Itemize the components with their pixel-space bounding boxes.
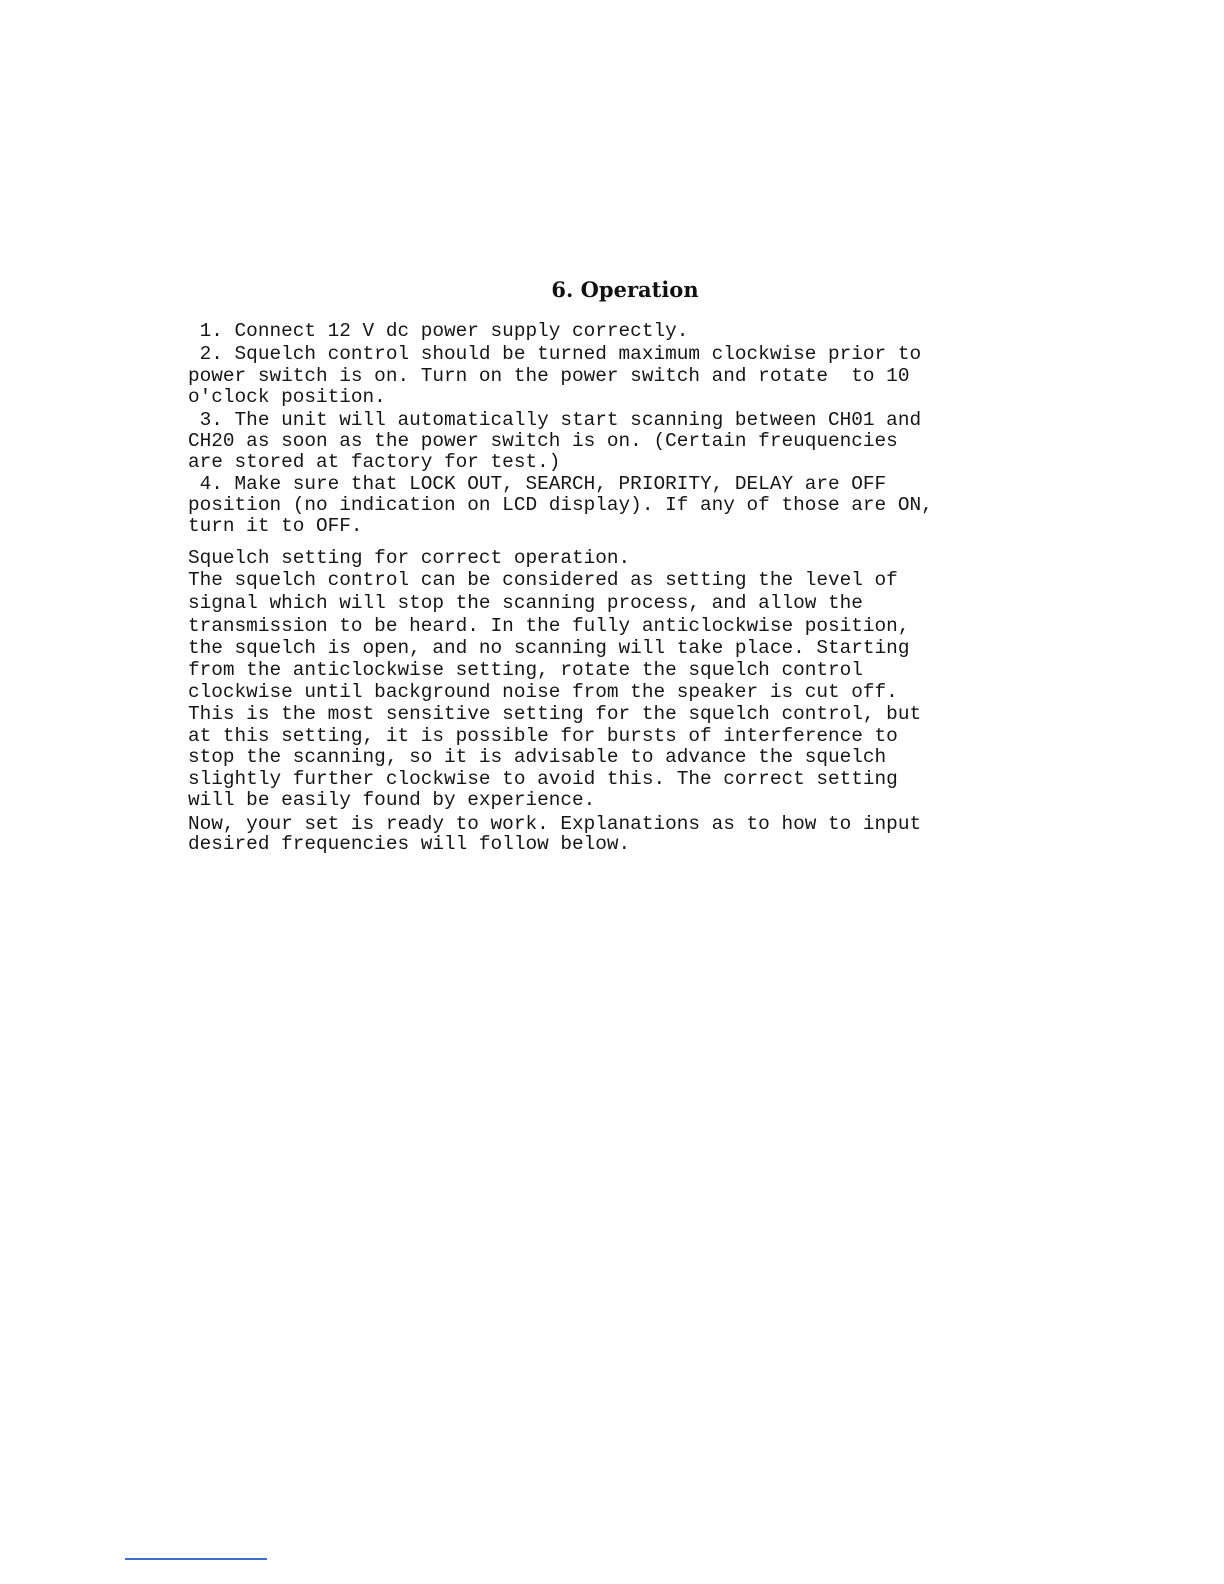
text-line: are stored at factory for test.) — [188, 451, 561, 473]
text-line: stop the scanning, so it is advisable to advance the squelch — [188, 746, 887, 768]
text-line: desired frequencies will follow below. — [188, 833, 631, 855]
text-line: the squelch is open, and no scanning will take place. Starting — [188, 637, 910, 659]
text-line: slightly further clockwise to avoid this. The correct setting — [188, 768, 898, 790]
text-line: 2. Squelch control should be turned maximum clockwise prior to — [188, 343, 922, 365]
text-line: This is the most sensitive setting for the squelch control, but — [188, 703, 922, 725]
text-line: o'clock position. — [188, 386, 386, 408]
text-line: from the anticlockwise setting, rotate the squelch control — [188, 659, 863, 681]
text-line: clockwise until background noise from the speaker is cut off. — [188, 681, 898, 703]
text-line: 4. Make sure that LOCK OUT, SEARCH, PRIORITY, DELAY are OFF — [188, 473, 887, 495]
text-line: position (no indication on LCD display). If any of those are ON, — [188, 494, 933, 516]
text-line: CH20 as soon as the power switch is on. (Certain freuquencies — [188, 430, 898, 452]
text-line: Now, your set is ready to work. Explanations as to how to input — [188, 813, 922, 835]
text-line: at this setting, it is possible for bursts of interference to — [188, 725, 898, 747]
text-line: The squelch control can be considered as setting the level of — [188, 569, 898, 591]
text-line: transmission to be heard. In the fully anticlockwise position, — [188, 615, 910, 637]
text-line: power switch is on. Turn on the power switch and rotate to 10 — [188, 365, 910, 387]
footnote-divider — [125, 1558, 267, 1560]
text-line: will be easily found by experience. — [188, 789, 596, 811]
text-line: signal which will stop the scanning process, and allow the — [188, 592, 863, 614]
text-line: 1. Connect 12 V dc power supply correctly. — [188, 320, 689, 342]
text-line: 3. The unit will automatically start scanning between CH01 and — [188, 409, 922, 431]
section-heading: 6. Operation — [551, 277, 699, 302]
text-line: Squelch setting for correct operation. — [188, 547, 631, 569]
text-line: turn it to OFF. — [188, 515, 363, 537]
